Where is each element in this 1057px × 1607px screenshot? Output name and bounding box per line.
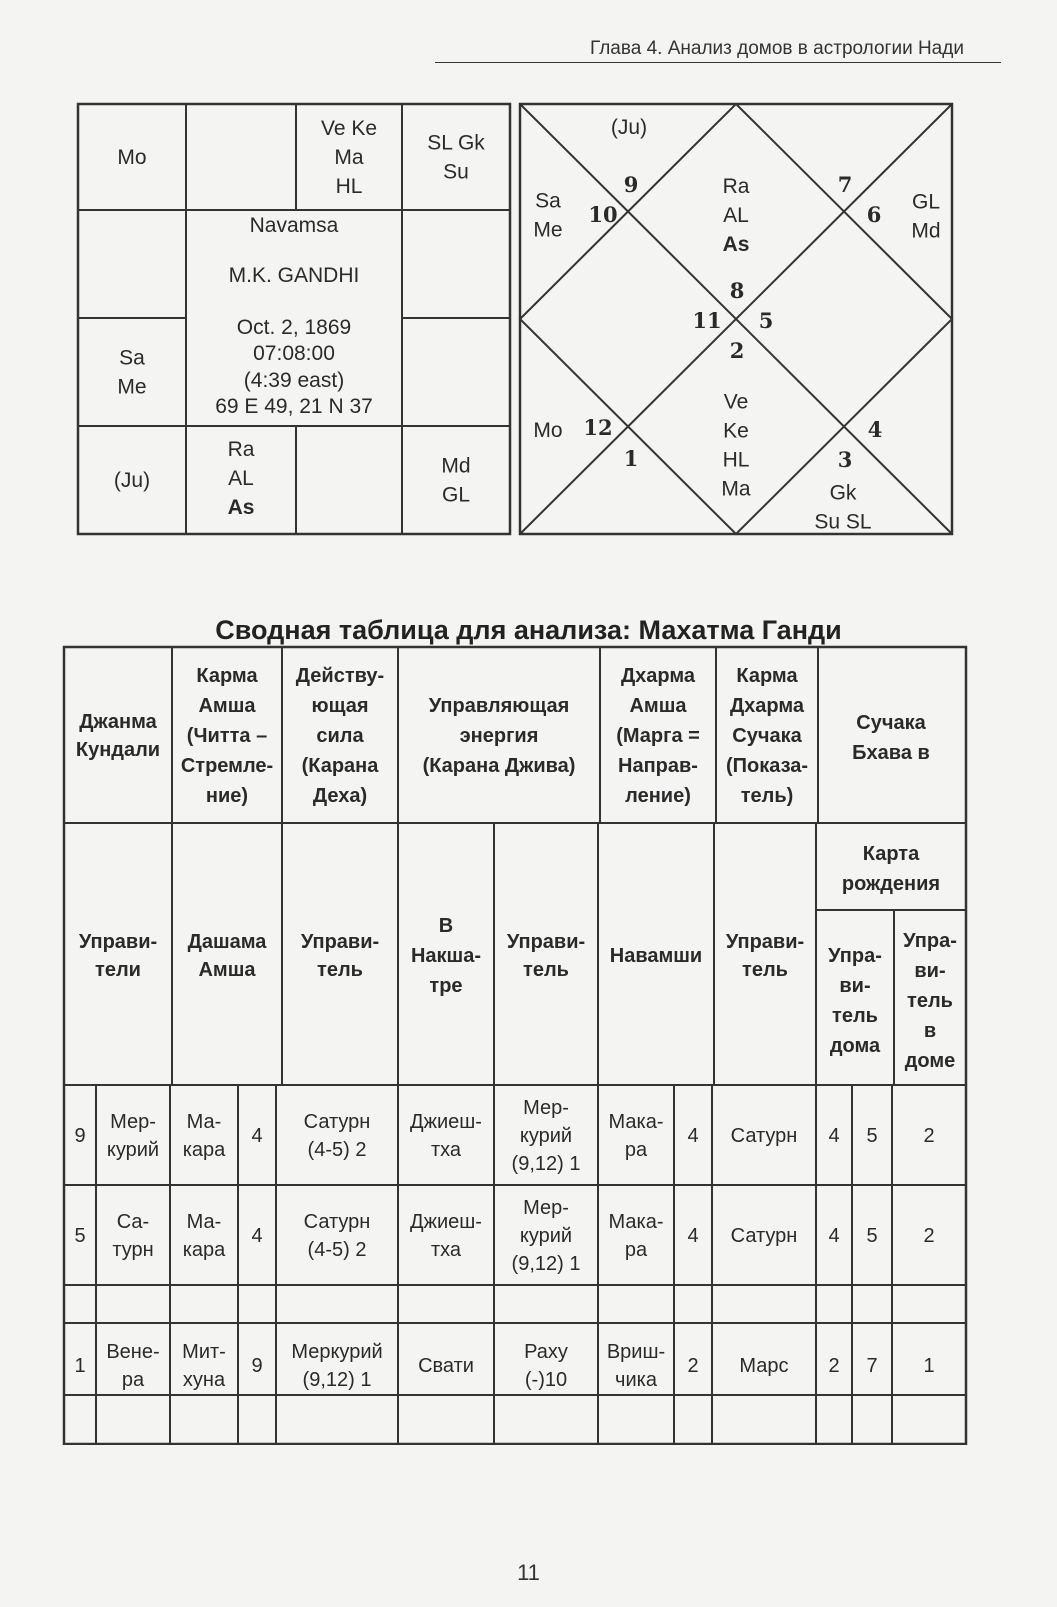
row-ruler2: (4-5) 2 xyxy=(307,1239,367,1261)
house-number: 4 xyxy=(867,417,883,442)
row-ruler2: Меркурий xyxy=(291,1341,383,1363)
row-ruler3: курий xyxy=(519,1125,573,1147)
subheader-upr-v-dome: Упра- xyxy=(903,930,957,952)
square-cell-ra-al-as: As xyxy=(227,496,255,519)
coordinates: 69 E 49, 21 N 37 xyxy=(215,395,373,418)
header-karma-dharma: (Показа- xyxy=(725,755,809,777)
header-karma-amsha: (Читта – xyxy=(186,725,268,747)
diamond-planet-ra-al-as: AL xyxy=(723,204,749,227)
navamsa-label: Navamsa xyxy=(249,214,339,237)
diamond-planet-mo: Mo xyxy=(533,419,563,442)
page-header: Глава 4. Анализ домов в астрологии Нади xyxy=(590,38,964,59)
subheader-upr-doma: Упра- xyxy=(828,945,882,967)
subheader-upr-v-dome: доме xyxy=(904,1050,956,1072)
page-number: 11 xyxy=(517,1560,540,1585)
row-ruler: Вене- xyxy=(106,1341,160,1363)
row-dashama: кара xyxy=(182,1139,226,1161)
row-nakshatra: Джиеш- xyxy=(410,1111,482,1133)
row-nakshatra: тха xyxy=(430,1139,462,1161)
row-ruler: Са- xyxy=(116,1211,150,1233)
house-number: 12 xyxy=(583,415,613,440)
square-cell-md-gl: GL xyxy=(441,483,471,507)
square-cell-sa-me: Sa xyxy=(119,346,145,370)
row-house: 1 xyxy=(74,1355,86,1377)
header-karma-amsha: ние) xyxy=(205,785,249,807)
header-karma-amsha: Карма xyxy=(196,665,258,687)
row-nakshatra: тха xyxy=(430,1239,462,1261)
row-val-c: 1 xyxy=(923,1355,935,1377)
row-ruler3: Раху xyxy=(524,1341,568,1363)
diamond-planet-gl-md: GL xyxy=(911,190,941,214)
header-deystvuyushchaya: Деха) xyxy=(312,785,368,807)
square-cell-sl-gk: Su xyxy=(443,160,469,184)
row-ruler3: (9,12) 1 xyxy=(511,1253,581,1275)
header-dharma-amsha: Амша xyxy=(629,695,687,717)
diamond-planet-ve-ke-hl-ma: HL xyxy=(722,448,750,472)
row-ruler2: Сатурн xyxy=(303,1111,371,1133)
subheader-upr-v-dome: в xyxy=(923,1020,937,1042)
header-suchaka: Сучака xyxy=(856,712,926,734)
diamond-planet-sa-me: Me xyxy=(533,218,563,242)
row-dashama: Ма- xyxy=(186,1211,222,1233)
header-dharma-amsha: ление) xyxy=(625,785,691,807)
row-dashama: кара xyxy=(182,1239,226,1261)
row-navamsha: ра xyxy=(624,1139,648,1161)
header-janma-kundali: Джанма xyxy=(79,711,157,733)
row-ruler3: Мер- xyxy=(523,1197,569,1219)
header-deystvuyushchaya: Действу- xyxy=(295,665,385,687)
row-ruler3: курий xyxy=(519,1225,573,1247)
diamond-planet-ra-al-as: As xyxy=(722,233,750,256)
row-dashama-num: 4 xyxy=(251,1125,263,1147)
subheader-upravitel: Управи- xyxy=(506,931,586,953)
square-cell-ju: (Ju) xyxy=(113,469,151,492)
subheader-karta-rozhdeniya: рождения xyxy=(841,873,941,895)
square-cell-mo: Mo xyxy=(117,146,147,169)
time-zone: (4:39 east) xyxy=(243,369,345,392)
row-ruler2: (9,12) 1 xyxy=(302,1369,372,1391)
row-ruler: курий xyxy=(106,1139,160,1161)
header-janma-kundali: Кундали xyxy=(75,739,161,761)
row-navamsha: чика xyxy=(615,1369,657,1391)
subheader-upravitel: Управи- xyxy=(725,931,805,953)
house-number: 8 xyxy=(729,278,745,303)
row-val-b: 7 xyxy=(866,1355,878,1377)
row-navamsha-num: 4 xyxy=(687,1225,699,1247)
row-val-a: 4 xyxy=(828,1125,840,1147)
diamond-planet-sa-me: Sa xyxy=(535,189,561,213)
square-cell-md-gl: Md xyxy=(441,454,471,478)
square-cell-ve-ke: Ve Ke xyxy=(320,117,378,140)
row-ruler3: Мер- xyxy=(523,1097,569,1119)
house-number: 5 xyxy=(758,308,774,333)
subheader-nakshatra: В xyxy=(438,915,454,937)
table-title: Сводная таблица для анализа: Махатма Ганди xyxy=(215,615,842,645)
subheader-upravitel: тель xyxy=(742,959,788,981)
row-val-a: 4 xyxy=(828,1225,840,1247)
header-dharma-amsha: Направ- xyxy=(618,755,698,777)
diamond-planet-ve-ke-hl-ma: Ma xyxy=(721,477,751,501)
header-deystvuyushchaya: ющая xyxy=(311,695,369,717)
diamond-planet-gl-md: Md xyxy=(911,219,941,243)
subheader-upr-v-dome: ви- xyxy=(914,960,946,982)
row-ruler3: (9,12) 1 xyxy=(511,1153,581,1175)
row-dashama: Ма- xyxy=(186,1111,222,1133)
header-deystvuyushchaya: (Карана xyxy=(301,755,379,777)
row-navamsha-num: 2 xyxy=(687,1355,699,1377)
row-val-a: 2 xyxy=(828,1355,840,1377)
row-ruler4: Сатурн xyxy=(730,1125,798,1147)
subheader-upr-v-dome: тель xyxy=(907,990,953,1012)
header-karma-dharma: Сучака xyxy=(732,725,802,747)
row-ruler2: Сатурн xyxy=(303,1211,371,1233)
row-nakshatra: Джиеш- xyxy=(410,1211,482,1233)
house-number: 2 xyxy=(729,338,745,363)
house-number: 11 xyxy=(692,308,722,333)
subheader-dashama: Дашама xyxy=(187,931,267,953)
diamond-planet-ve-ke-hl-ma: Ke xyxy=(723,419,749,443)
row-dashama-num: 9 xyxy=(251,1355,263,1377)
diamond-planet-gk-su-sl: Su SL xyxy=(814,510,872,534)
header-karma-amsha: Амша xyxy=(198,695,256,717)
header-karma-dharma: тель) xyxy=(740,785,794,807)
row-navamsha: Мака- xyxy=(608,1211,664,1233)
header-upravl-energy: (Карана Джива) xyxy=(422,755,576,777)
subheader-upraviteli: тели xyxy=(95,959,141,981)
row-navamsha: Мака- xyxy=(608,1111,664,1133)
row-ruler3: (-)10 xyxy=(524,1369,568,1391)
row-house: 9 xyxy=(74,1125,86,1147)
header-karma-amsha: Стремле- xyxy=(180,755,274,777)
row-dashama-num: 4 xyxy=(251,1225,263,1247)
diamond-planet-gk-su-sl: Gk xyxy=(829,481,857,505)
row-ruler2: (4-5) 2 xyxy=(307,1139,367,1161)
row-ruler4: Сатурн xyxy=(730,1225,798,1247)
header-deystvuyushchaya: сила xyxy=(316,725,364,747)
header-karma-dharma: Карма xyxy=(736,665,798,687)
subheader-upr-doma: дома xyxy=(829,1035,881,1057)
row-val-c: 2 xyxy=(923,1125,935,1147)
row-navamsha-num: 4 xyxy=(687,1125,699,1147)
row-ruler4: Марс xyxy=(739,1355,789,1377)
house-number: 6 xyxy=(866,202,882,227)
header-dharma-amsha: (Марга = xyxy=(616,725,700,747)
diamond-planet-ju: (Ju) xyxy=(610,116,648,139)
diamond-planet-ve-ke-hl-ma: Ve xyxy=(723,390,749,414)
subheader-upr-doma: ви- xyxy=(839,975,871,997)
chart-name: M.K. GANDHI xyxy=(228,264,360,287)
row-val-b: 5 xyxy=(866,1125,878,1147)
header-karma-dharma: Дхарма xyxy=(729,695,805,717)
header-suchaka: Бхава в xyxy=(852,742,930,764)
house-number: 9 xyxy=(623,172,639,197)
square-chart xyxy=(76,100,516,540)
row-dashama: Мит- xyxy=(182,1341,226,1363)
subheader-upravitel: тель xyxy=(523,959,569,981)
square-cell-ra-al-as: Ra xyxy=(227,438,255,461)
subheader-dashama: Амша xyxy=(198,959,256,981)
house-number: 7 xyxy=(837,172,853,197)
row-val-b: 5 xyxy=(866,1225,878,1247)
subheader-nakshatra: Накша- xyxy=(410,945,482,967)
row-val-c: 2 xyxy=(923,1225,935,1247)
summary-table xyxy=(62,645,972,1445)
house-number: 3 xyxy=(837,447,853,472)
row-ruler: турн xyxy=(112,1239,154,1261)
row-nakshatra: Свати xyxy=(418,1355,474,1377)
subheader-karta-rozhdeniya: Карта xyxy=(862,843,920,865)
subheader-upr-doma: тель xyxy=(832,1005,878,1027)
header-rule xyxy=(435,62,1001,63)
house-number: 1 xyxy=(623,446,639,471)
header-upravl-energy: Управляющая xyxy=(428,695,570,717)
subheader-upravitel: тель xyxy=(317,959,363,981)
subheader-upraviteli: Управи- xyxy=(78,931,158,953)
house-number: 10 xyxy=(588,202,618,227)
square-cell-sl-gk: SL Gk xyxy=(427,131,485,155)
square-cell-ve-ke: HL xyxy=(335,175,363,198)
subheader-upravitel: Управи- xyxy=(300,931,380,953)
birth-time: 07:08:00 xyxy=(253,342,335,365)
diamond-chart xyxy=(518,100,958,540)
diamond-planet-ra-al-as: Ra xyxy=(722,175,750,198)
subheader-nakshatra: тре xyxy=(429,975,463,997)
row-navamsha: ра xyxy=(624,1239,648,1261)
row-navamsha: Вриш- xyxy=(606,1341,666,1363)
birth-date: Oct. 2, 1869 xyxy=(236,316,352,339)
row-dashama: хуна xyxy=(182,1369,226,1391)
square-cell-sa-me: Me xyxy=(117,375,147,399)
header-dharma-amsha: Дхарма xyxy=(620,665,696,687)
square-cell-ve-ke: Ma xyxy=(334,146,364,169)
row-ruler: ра xyxy=(121,1369,145,1391)
row-house: 5 xyxy=(74,1225,86,1247)
row-ruler: Мер- xyxy=(110,1111,156,1133)
subheader-navamshi: Навамши xyxy=(609,945,703,967)
header-upravl-energy: энергия xyxy=(459,725,539,747)
square-cell-ra-al-as: AL xyxy=(228,467,254,490)
